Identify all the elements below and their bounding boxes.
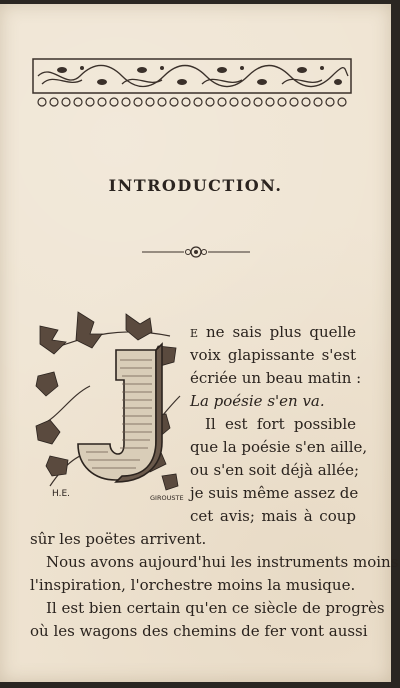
divider-ornament (140, 244, 252, 260)
dropcap-engraving (30, 306, 190, 502)
text-line: ou s'en soit déjà allée; (190, 461, 360, 479)
text-line: l'inspiration, l'orchestre moins la musique. (30, 576, 356, 594)
floral-headpiece (32, 58, 352, 110)
engraver-signature-right: GIROUSTE (150, 494, 184, 502)
engraver-signature-left: H.E. (52, 489, 71, 499)
text-line: La poésie s'en va. (190, 392, 325, 410)
dropcap-continuation: E (190, 327, 199, 340)
text-line: E ne sais plus quelle (190, 323, 356, 341)
text-line: Nous avons aujourd'hui les instruments moins (46, 553, 399, 571)
text-line: voix glapissante s'est (190, 346, 356, 364)
text-line: que la poésie s'en aille, (190, 438, 368, 456)
text-line: je suis même assez de (190, 484, 359, 502)
text-line: Il est bien certain qu'en ce siècle de progrès (46, 599, 385, 617)
text-line: Il est fort possible (205, 415, 356, 433)
text-line: sûr les poëtes arrivent. (30, 530, 207, 548)
text-line: cet avis; mais à coup (190, 507, 356, 525)
text-line: où les wagons des chemins de fer vont aussi (30, 622, 368, 640)
chapter-title: INTRODUCTION. (108, 176, 283, 195)
book-page (0, 4, 399, 682)
text-line: écriée un beau matin : (190, 369, 362, 387)
